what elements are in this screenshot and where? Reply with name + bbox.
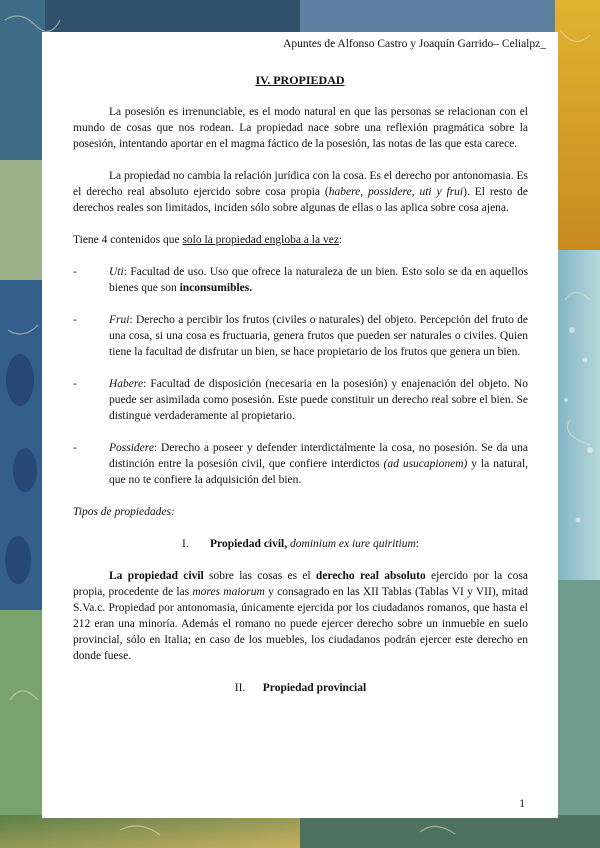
item-term: Habere [109, 378, 144, 390]
italic-term: mores maiorum [192, 586, 265, 598]
contents-intro-text-a: Tiene 4 contenidos que [73, 234, 183, 246]
paragraph-propiedad-text-b: ). El resto de derechos reales son limitados, inciden sólo sobre algunas de ellas o las aplica sobre cosa ajena. [73, 186, 528, 214]
heading-italic: dominium ex iure quiritium [287, 538, 416, 550]
contents-intro-underline: solo la propiedad engloba a la vez [182, 234, 339, 246]
list-item-uti [73, 264, 528, 296]
item-text: : Derecho a percibir los frutos (civiles o naturales) del objeto. Percepción del fruto de una cosa, si una cosa es fructuaria, genera frutos que pueden ser naturales o civiles. Quien tiene la facultad de disfrutar un bien, se hace propietario de los frutos que genera un bien. [109, 314, 528, 358]
paragraph-civil-text-d: y consagrado en las XII Tablas (Tablas VI y VII), mitad S.Va.c. Propiedad por antonomasia, únicamente ejercida por los ciudadanos romanos, que hasta el 212 eran una minoría. Además el romano no puede ejercer derecho sobre un inmueble en suelo provincial, sólo en Italia; en caso de los muebles, los ciudadanos podrán ejercer este derecho en donde fuese. [73, 586, 528, 662]
page-header-author: Apuntes de Alfonso Castro y Joaquín Garrido– Celialpz_ [283, 38, 546, 50]
section-title: IV. PROPIEDAD [255, 73, 345, 87]
item-text-end: y la natural, que no te confiere la adquisición del bien. [109, 458, 529, 486]
document-page [42, 32, 558, 818]
item-bold: inconsumibles. [179, 282, 253, 294]
heading-number: II. [234, 682, 246, 694]
heading-propiedad-civil [73, 536, 528, 552]
paragraph-propiedad [73, 168, 528, 216]
item-term: Frui [109, 314, 130, 326]
item-term: Possidere [109, 442, 154, 454]
latin-faculties: habere, possidere, uti y frui [328, 186, 464, 198]
item-italic: (ad usucapionem) [383, 458, 468, 470]
list-item-possidere [73, 440, 528, 488]
contents-intro [73, 232, 528, 248]
item-text: : Facultad de disposición (necesaria en la posesión) y enajenación del objeto. No puede ser asimilada como posesión. Este puede constituir un derecho real sobre el bien. Se distingue verdaderamente al propietario. [109, 378, 528, 422]
paragraph-propiedad-text-a: La propiedad no cambia la relación jurídica con la cosa. Es el derecho por antonomasia. Es el derecho real absoluto ejercido sobre cosa propia ( [73, 170, 528, 198]
heading-tail: : [415, 538, 419, 550]
bold-term-1: La propiedad civil [109, 570, 204, 582]
list-dash: - [73, 442, 77, 454]
document-body [73, 104, 528, 696]
tipos-label-text: Tipos de propiedades: [73, 506, 175, 518]
paragraph-posesion: La posesión es irrenunciable, es el modo natural en que las personas se relacionan con el mundo de cosas que nos rodean. La propiedad nace sobre una reflexión pragmática sobre la posesión, intentando aportar en el magma fáctico de la posesión, las notas de las que esta carece. [73, 106, 528, 150]
item-term: Uti [109, 266, 124, 278]
heading-bold: Propiedad civil, [210, 538, 288, 550]
item-text: : Facultad de uso. Uso que ofrece la naturaleza de un bien. Esto solo se da en aquellos bienes que son [109, 266, 528, 294]
tipos-label [73, 504, 528, 520]
heading-propiedad-provincial [73, 680, 528, 696]
page-number: 1 [519, 798, 525, 810]
list-dash: - [73, 314, 77, 326]
paragraph-civil-text-c: ejercido por la cosa propia, procedente de las [73, 570, 528, 598]
list-item-habere [73, 376, 528, 424]
item-text: : Derecho a poseer y defender interdictalmente la cosa, no posesión. Se da una distinción entre la posesión civil, que confiere interdictos [109, 442, 528, 470]
list-item-frui [73, 312, 528, 360]
list-dash: - [73, 266, 77, 278]
paragraph-propiedad-civil [73, 568, 528, 664]
list-dash: - [73, 378, 77, 390]
heading-number: I. [182, 538, 189, 550]
contents-intro-text-b: : [338, 234, 343, 246]
paragraph-civil-text-a: sobre las cosas es el [203, 570, 316, 582]
bold-term-2: derecho real absoluto [315, 570, 426, 582]
heading-bold: Propiedad provincial [262, 682, 367, 694]
